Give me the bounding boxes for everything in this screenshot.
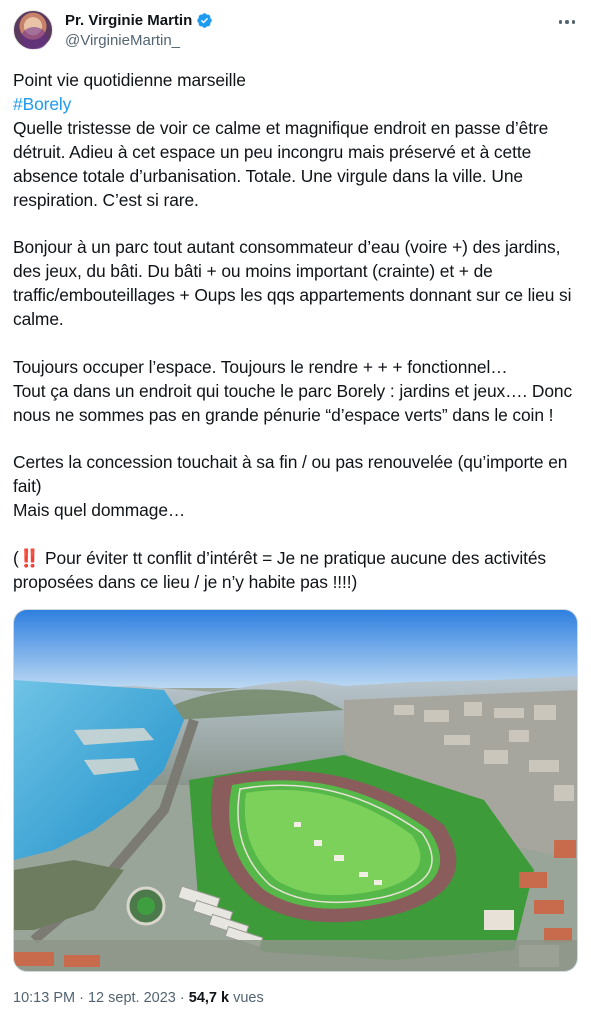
tweet-paragraph-4-line-1: Certes la concession touchait à sa fin / ou pas renouvelée (qu’importe en fait)	[13, 452, 568, 497]
tweet-paragraph-4-line-2: Mais quel dommage…	[13, 500, 186, 521]
avatar[interactable]	[13, 10, 53, 50]
tweet-paragraph-1: Quelle tristesse de voir ce calme et magnifique endroit en passe d’être détruit. Adieu à cet espace un peu incongru mais préservé et à cette absence totale d’urbanisation. Totale. Une virgule dans la ville. Une respiration. C’est si rare.	[13, 117, 549, 210]
tweet-date[interactable]: 12 sept. 2023	[87, 990, 176, 1006]
dot	[572, 20, 576, 24]
double-exclamation-icon: ‼️	[18, 548, 41, 569]
tweet-paragraph-3-line-1: Toujours occuper l’espace. Toujours le rendre + + + fonctionnel…	[13, 356, 508, 377]
more-options-icon[interactable]	[555, 12, 579, 32]
dot	[559, 20, 563, 24]
tweet-line-1: Point vie quotidienne marseille	[13, 70, 246, 90]
tweet-header	[13, 10, 579, 54]
tweet-paragraph-5	[13, 547, 579, 595]
tweet-photo[interactable]	[13, 609, 578, 972]
author-handle[interactable]: @VirginieMartin_	[65, 32, 180, 49]
tweet-text	[13, 69, 579, 595]
tweet-paragraph-3-line-2: Tout ça dans un endroit qui touche le parc Borely : jardins et jeux…. Donc nous ne sommes pas en grande pénurie “d’espace verts” dans le coin !	[13, 380, 573, 425]
views-count: 54,7 k	[188, 990, 230, 1006]
meta-separator: ·	[175, 990, 189, 1006]
disclaimer-text: Pour éviter tt conflit d’intérêt = Je ne pratique aucune des activités proposées dans ce lieu / je n’y habite pas !!!!)	[13, 548, 546, 592]
meta-separator: ·	[75, 990, 88, 1006]
author-name-row	[65, 12, 213, 29]
tweet-time[interactable]: 10:13 PM	[13, 990, 76, 1006]
author-display-name[interactable]: Pr. Virginie Martin	[65, 12, 193, 29]
dot	[565, 20, 569, 24]
views-label: vues	[229, 990, 264, 1006]
verified-badge-icon	[196, 12, 213, 29]
tweet-meta	[13, 990, 264, 1006]
hashtag-link[interactable]: #Borely	[13, 93, 72, 114]
tweet-paragraph-2: Bonjour à un parc tout autant consommateur d’eau (voire +) des jardins, des jeux, du bâti. Du bâti + ou moins important (crainte) et + de traffic/embouteillages + Oups les qqs appartements donnant sur ce lieu si calme.	[13, 237, 572, 330]
paren-open: (	[13, 548, 19, 569]
racecourse-aerial-image	[14, 610, 578, 972]
